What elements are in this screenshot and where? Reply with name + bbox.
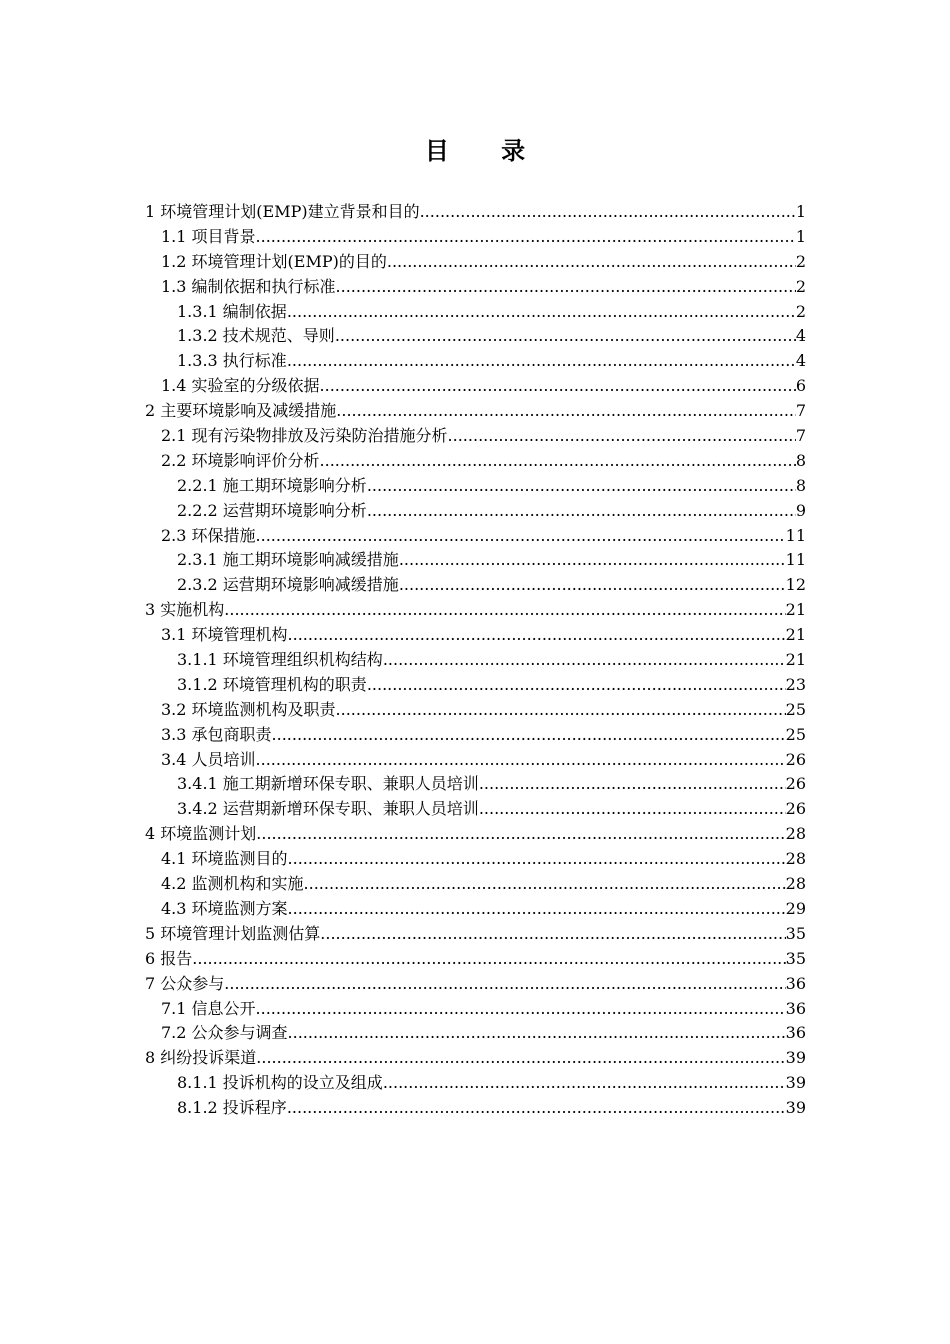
toc-entry-page-number: 39	[785, 1098, 806, 1118]
toc-entry-level-2[interactable]	[145, 250, 806, 275]
toc-dot-leader	[287, 349, 796, 374]
toc-entry-level-2[interactable]	[145, 449, 806, 474]
toc-entry-title: 2.3.1 施工期环境影响减缓措施	[177, 550, 399, 570]
toc-entry-page-number: 25	[785, 724, 806, 744]
toc-entry-page-number: 39	[785, 1048, 806, 1068]
toc-entry-title: 1.1 项目背景	[161, 226, 256, 246]
toc-entry-level-2[interactable]	[145, 623, 806, 648]
toc-entry-level-3[interactable]	[145, 772, 806, 797]
toc-entry-level-1[interactable]	[145, 822, 806, 847]
toc-entry-page-number: 11	[785, 525, 806, 545]
toc-entry-page-number: 2	[795, 276, 806, 296]
toc-entry-title: 8 纠纷投诉渠道	[145, 1048, 257, 1068]
toc-entry-title: 3.1.1 环境管理组织机构结构	[177, 650, 383, 670]
toc-entry-page-number: 2	[795, 251, 806, 271]
toc-dot-leader	[367, 474, 796, 499]
toc-dot-leader	[387, 250, 796, 275]
toc-entry-page-number: 29	[785, 898, 806, 918]
toc-dot-leader	[224, 972, 785, 997]
toc-entry-title: 1.3.2 技术规范、导则	[177, 326, 335, 346]
toc-entry-title: 2.3.2 运营期环境影响减缓措施	[177, 575, 399, 595]
toc-entry-page-number: 36	[785, 973, 806, 993]
toc-dot-leader	[399, 573, 786, 598]
toc-dot-leader	[336, 399, 796, 424]
toc-entry-page-number: 39	[785, 1073, 806, 1093]
toc-entry-page-number: 7	[795, 426, 806, 446]
toc-entry-page-number: 26	[785, 774, 806, 794]
toc-entry-title: 8.1.2 投诉程序	[177, 1098, 287, 1118]
toc-entry-page-number: 1	[795, 202, 806, 221]
toc-entry-level-3[interactable]	[145, 499, 806, 524]
toc-dot-leader	[448, 424, 796, 449]
toc-entry-title: 4.3 环境监测方案	[161, 898, 288, 918]
toc-entry-title: 8.1.1 投诉机构的设立及组成	[177, 1073, 383, 1093]
toc-entry-level-3[interactable]	[145, 548, 806, 573]
toc-entry-page-number: 2	[795, 301, 806, 321]
toc-entry-level-2[interactable]	[145, 424, 806, 449]
toc-entry-page-number: 28	[785, 874, 806, 894]
toc-dot-leader	[288, 847, 786, 872]
toc-entry-level-2[interactable]	[145, 225, 806, 250]
toc-entry-title: 4 环境监测计划	[145, 824, 257, 844]
toc-entry-level-2[interactable]	[145, 275, 806, 300]
toc-dot-leader	[256, 1046, 785, 1071]
toc-entry-level-1[interactable]	[145, 922, 806, 947]
toc-entry-page-number: 11	[785, 550, 806, 570]
toc-entry-title: 3.4.1 施工期新增环保专职、兼职人员培训	[177, 774, 479, 794]
toc-entry-page-number: 8	[795, 450, 806, 470]
toc-dot-leader	[383, 648, 786, 673]
toc-entry-title: 3 实施机构	[145, 600, 225, 620]
toc-entry-title: 4.1 环境监测目的	[161, 849, 288, 869]
toc-entry-title: 1 环境管理计划(EMP)建立背景和目的	[145, 202, 420, 221]
toc-entry-title: 7.2 公众参与调查	[161, 1023, 288, 1043]
toc-dot-leader	[288, 623, 786, 648]
toc-entry-level-3[interactable]	[145, 673, 806, 698]
toc-entry-level-2[interactable]	[145, 698, 806, 723]
toc-entry-title: 3.1 环境管理机构	[161, 625, 288, 645]
toc-entry-page-number: 36	[785, 1023, 806, 1043]
toc-entry-title: 2.2 环境影响评价分析	[161, 450, 320, 470]
toc-entry-level-1[interactable]	[145, 399, 806, 424]
toc-entry-page-number: 9	[795, 500, 806, 520]
toc-dot-leader	[367, 499, 796, 524]
toc-dot-leader	[320, 449, 796, 474]
toc-entry-title: 1.3 编制依据和执行标准	[161, 276, 336, 296]
toc-entry-page-number: 8	[795, 475, 806, 495]
toc-dot-leader	[272, 723, 786, 748]
toc-dot-leader	[304, 872, 786, 897]
toc-entry-title: 2.2.2 运营期环境影响分析	[177, 500, 367, 520]
toc-entry-level-1[interactable]	[145, 598, 806, 623]
toc-entry-level-1[interactable]	[145, 972, 806, 997]
toc-entry-title: 4.2 监测机构和实施	[161, 874, 304, 894]
toc-entry-level-3[interactable]	[145, 1096, 806, 1121]
toc-entry-level-2[interactable]	[145, 1021, 806, 1046]
toc-entry-title: 1.4 实验室的分级依据	[161, 376, 320, 396]
toc-entry-title: 1.2 环境管理计划(EMP)的目的	[161, 251, 387, 271]
toc-dot-leader	[320, 922, 785, 947]
toc-entry-page-number: 12	[785, 575, 806, 595]
toc-dot-leader	[335, 324, 796, 349]
toc-dot-leader	[367, 673, 786, 698]
toc-entry-level-2[interactable]	[145, 847, 806, 872]
toc-dot-leader	[288, 1021, 786, 1046]
toc-dot-leader	[256, 822, 785, 847]
toc-dot-leader	[256, 997, 786, 1022]
toc-entry-level-2[interactable]	[145, 374, 806, 399]
toc-dot-leader	[336, 275, 796, 300]
toc-entry-title: 2.2.1 施工期环境影响分析	[177, 475, 367, 495]
toc-entry-title: 3.4 人员培训	[161, 749, 256, 769]
toc-entry-level-2[interactable]	[145, 524, 806, 549]
toc-entry-page-number: 6	[795, 376, 806, 396]
toc-entry-title: 3.2 环境监测机构及职责	[161, 699, 336, 719]
toc-entry-page-number: 28	[785, 849, 806, 869]
toc-entry-level-1[interactable]	[145, 1046, 806, 1071]
toc-entry-page-number: 26	[785, 749, 806, 769]
toc-entry-level-3[interactable]	[145, 648, 806, 673]
toc-dot-leader	[256, 225, 796, 250]
toc-dot-leader	[288, 897, 786, 922]
toc-entry-page-number: 4	[795, 351, 806, 371]
toc-dot-leader	[256, 524, 786, 549]
toc-entry-page-number: 35	[785, 948, 806, 968]
toc-entry-page-number: 21	[785, 650, 806, 670]
toc-entry-level-2[interactable]	[145, 872, 806, 897]
toc-dot-leader	[383, 1071, 786, 1096]
toc-entry-level-3[interactable]	[145, 300, 806, 325]
toc-entry-level-3[interactable]	[145, 349, 806, 374]
toc-entry-level-1[interactable]	[145, 200, 806, 225]
toc-dot-leader	[287, 300, 796, 325]
toc-dot-leader	[287, 1096, 786, 1121]
toc-entry-title: 2 主要环境影响及减缓措施	[145, 401, 337, 421]
toc-entry-title: 1.3.3 执行标准	[177, 351, 287, 371]
toc-dot-leader	[320, 374, 796, 399]
toc-entry-title: 3.3 承包商职责	[161, 724, 272, 744]
toc-entry-level-2[interactable]	[145, 897, 806, 922]
toc-dot-leader	[420, 200, 796, 225]
toc-entry-page-number: 35	[785, 923, 806, 943]
table-of-contents	[145, 200, 806, 1121]
toc-entry-level-1[interactable]	[145, 947, 806, 972]
toc-entry-page-number: 25	[785, 699, 806, 719]
toc-entry-title: 6 报告	[145, 948, 193, 968]
toc-entry-level-3[interactable]	[145, 573, 806, 598]
toc-entry-page-number: 26	[785, 799, 806, 819]
toc-entry-level-3[interactable]	[145, 1071, 806, 1096]
toc-entry-title: 3.4.2 运营期新增环保专职、兼职人员培训	[177, 799, 479, 819]
toc-dot-leader	[192, 947, 785, 972]
toc-entry-page-number: 21	[785, 625, 806, 645]
toc-entry-title: 5 环境管理计划监测估算	[145, 923, 321, 943]
toc-entry-page-number: 21	[785, 600, 806, 620]
toc-entry-level-2[interactable]	[145, 748, 806, 773]
toc-dot-leader	[336, 698, 786, 723]
toc-entry-level-2[interactable]	[145, 997, 806, 1022]
toc-entry-level-2[interactable]	[145, 723, 806, 748]
toc-entry-title: 2.1 现有污染物排放及污染防治措施分析	[161, 426, 448, 446]
toc-entry-page-number: 4	[795, 326, 806, 346]
toc-entry-page-number: 23	[785, 674, 806, 694]
toc-dot-leader	[479, 772, 786, 797]
toc-dot-leader	[479, 797, 786, 822]
toc-entry-title: 7 公众参与	[145, 973, 225, 993]
toc-dot-leader	[399, 548, 786, 573]
toc-entry-title: 3.1.2 环境管理机构的职责	[177, 674, 367, 694]
toc-entry-page-number: 1	[795, 226, 806, 246]
toc-entry-title: 1.3.1 编制依据	[177, 301, 287, 321]
toc-dot-leader	[256, 748, 786, 773]
toc-entry-title: 7.1 信息公开	[161, 998, 256, 1018]
toc-entry-title: 2.3 环保措施	[161, 525, 256, 545]
toc-entry-page-number: 36	[785, 998, 806, 1018]
toc-dot-leader	[224, 598, 785, 623]
toc-entry-level-3[interactable]	[145, 474, 806, 499]
toc-title: 目 录	[424, 137, 548, 165]
toc-entry-page-number: 28	[785, 824, 806, 844]
toc-entry-page-number: 7	[795, 401, 806, 421]
toc-entry-level-3[interactable]	[145, 797, 806, 822]
toc-entry-level-3[interactable]	[145, 324, 806, 349]
